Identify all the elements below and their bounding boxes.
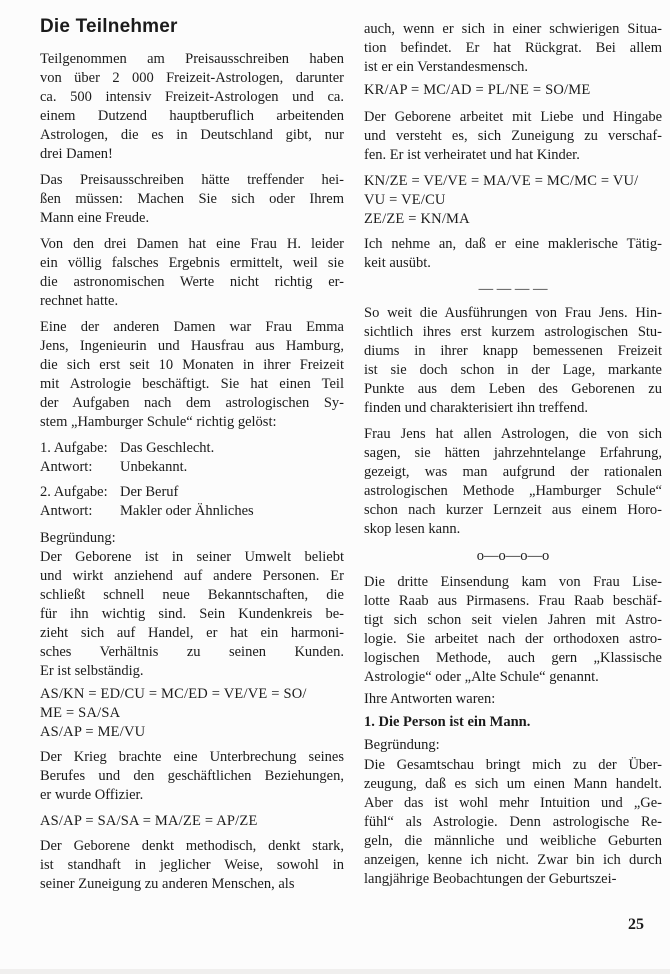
qa-row-task2 <box>40 483 344 502</box>
qa-label: Antwort: <box>40 503 93 519</box>
paragraph-methodical: Der Geborene denkt methodisch, denkt stark, ist standhaft in jeglicher Weise, sowohl in seiner Zuneigung zu anderen Menschen, als <box>40 838 344 892</box>
qa-label: Antwort: <box>40 459 93 475</box>
dashed-divider: — — — — <box>478 281 548 297</box>
begruendung-label: Begründung: <box>40 530 116 546</box>
answers-intro: Ihre Antworten waren: <box>364 691 496 707</box>
scan-edge-shadow <box>0 969 670 974</box>
astrology-formula-block-4: KN/ZE = VE/VE = MA/VE = MC/MC = VU/ VU = VE/CU ZE/ZE = KN/MA <box>364 173 639 227</box>
paragraph-jens-lesson: Frau Jens hat allen Astrologen, die von sich sagen, sie hätten jahrzehntelange Erfahrung, gezeigt, was man aufgrund der rationalen astrologischen Methode „Hamburger Schule“ schon nach kurzer Lernzeit aus einem Horo- skop lesen kann. <box>364 426 662 537</box>
qa-label: 2. Aufgabe: <box>40 484 108 500</box>
paragraph-contest-title: Das Preisausschreiben hätte treffender hei- ßen müssen: Machen Sie sich oder Ihrem Mann eine Freude. <box>40 172 344 226</box>
qa-value: Der Beruf <box>120 484 179 500</box>
paragraph-work-love: Der Geborene arbeitet mit Liebe und Hingabe und versteht es, sich Zuneigung zu verschaf- fen. Er ist verheiratet und hat Kinder. <box>364 109 662 163</box>
paragraph-participants: Teilgenommen am Preisausschreiben haben von über 2 000 Freizeit-Astrologen, darunter ca. 500 intensiv Freizeit-Astrologen und ca. einem Dutzend hauptberuflich arbeitenden Astrologen, die es in Deutschland gibt, nur drei Damen! <box>40 51 344 162</box>
qa-value: Das Geschlecht. <box>120 440 215 456</box>
page-number: 25 <box>628 916 644 933</box>
qa-label: 1. Aufgabe: <box>40 440 108 456</box>
paragraph-frau-raab: Die dritte Einsendung kam von Frau Lise- lotte Raab aus Pirmasens. Frau Raab beschäf- tigt sich schon seit vielen Jahren mit Astro- logie. Sie arbeitet nach der orthodoxen astro- logischen Methode, auch gern „Klassische Astrologie“ oder „Alte Schule“ genannt. <box>364 574 662 685</box>
paragraph-frau-h: Von den drei Damen hat eine Frau H. leider ein völlig falsches Ergebnis ermittelt, weil sie die astronomischen Werte nicht richtig er- rechnet hatte. <box>40 236 344 309</box>
astrology-formula-block-1: AS/KN = ED/CU = MC/ED = VE/VE = SO/ ME = SA/SA AS/AP = ME/VU <box>40 686 307 740</box>
qa-row-task1 <box>40 439 344 458</box>
qa-row-answer1 <box>40 458 344 477</box>
section-heading: Die Teilnehmer <box>40 16 178 37</box>
astrology-formula-block-2: AS/AP = SA/SA = MA/ZE = AP/ZE <box>40 813 258 829</box>
paragraph-continuation: auch, wenn er sich in einer schwierigen Situa- tion befindet. Er hat Rückgrat. Bei allem ist er ein Verstandesmensch. <box>364 21 662 75</box>
paragraph-war: Der Krieg brachte eine Unterbrechung seines Berufes und den geschäftlichen Beziehungen, er wurde Offizier. <box>40 749 344 803</box>
paragraph-frau-jens: Eine der anderen Damen war Frau Emma Jens, Ingenieurin und Hausfrau aus Hamburg, die sich erst seit 10 Monaten in ihrer Freizeit mit Astrologie beschäftigt. Sie hat einen Teil der Aufgaben nach dem astrologischen Sy- stem „Hamburger Schule“ richtig gelöst: <box>40 319 344 430</box>
paragraph-assumption: Ich nehme an, daß er eine maklerische Tätig- keit ausübt. <box>364 236 662 271</box>
qa-row-answer2 <box>40 502 344 521</box>
task-answer-list <box>40 439 344 521</box>
begruendung-label: Begründung: <box>364 737 440 753</box>
paragraph-gesamtschau: Die Gesamtschau bringt mich zu der Über- zeugung, daß es sich um einen Mann handelt. Aber das ist wohl mehr Intuition und „Ge- fühl“ als Astrologie. Denn astrologische Re- geln, die männliche und weibliche Geburten anzeigen, kenne ich nicht. Zwar bin ich durch langjährige Beobachtungen der Geburtszei- <box>364 757 662 887</box>
qa-value: Unbekannt. <box>120 459 188 475</box>
right-column <box>364 20 662 901</box>
left-column <box>40 14 344 901</box>
astrology-formula-block-3: KR/AP = MC/AD = PL/NE = SO/ME <box>364 82 591 98</box>
ooo-divider: o—o—o—o <box>476 548 550 564</box>
qa-value: Makler oder Ähnliches <box>120 503 254 519</box>
paragraph-jens-summary: So weit die Ausführungen von Frau Jens. Hin- sichtlich ihres erst kurzem astrologischen Stu- diums in ihrer knapp bemessenen Freizeit ist sie doch schon in der Lage, markante Punkte aus dem Leben des Geborenen zu finden und charakterisiert ihn treffend. <box>364 305 662 416</box>
paragraph-character: Der Geborene ist in seiner Umwelt beliebt und wirkt anziehend auf andere Personen. Er schließt schnell neue Bekanntschaften, die für ihn wichtig sind. Sein Kundenkreis be- zieht sich auf Handel, er hat ein harmoni- sches Verhältnis zu seinen Kunden. Er ist selbständig. <box>40 549 344 679</box>
answer-1-statement: 1. Die Person ist ein Mann. <box>364 714 531 730</box>
